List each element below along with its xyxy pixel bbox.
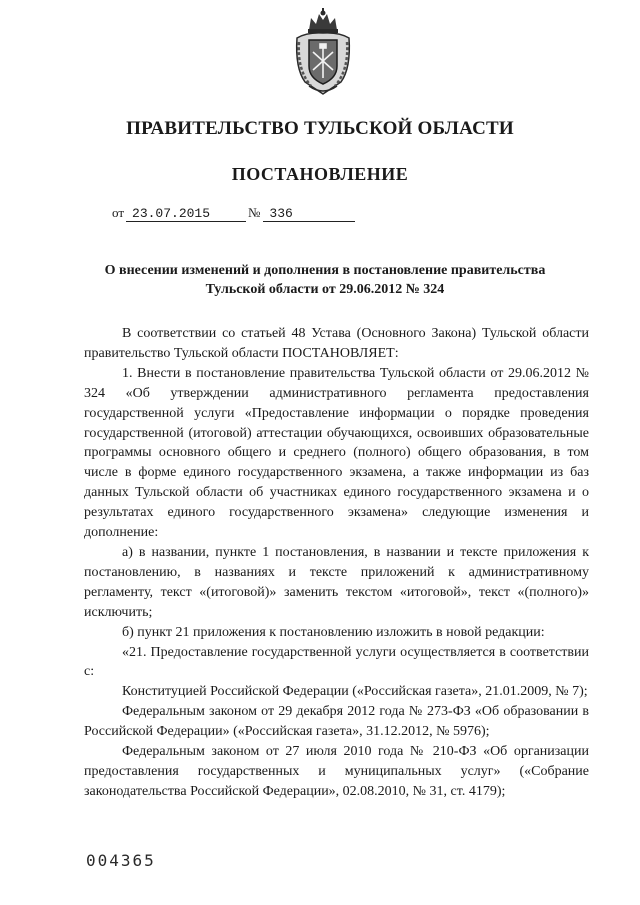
body-paragraph: «21. Предоставление государственной услуги осуществляется в соответствии с: [84,644,589,680]
body-paragraph: 1. Внести в постановление правительства Тульской области от 29.06.2012 № 324 «Об утверждении административного регламента предоставления государственной услуги «Предоставление информации о порядке проведения государственной (итоговой) аттестации обучающихся, освоивших образовательные программы основного общего и среднего (полного) общего образования, в том числе в форме единого государственного экзамена, а также информации из баз данных Тульской области об участниках единого государственного экзамена и о результатах единого государственного экзамена» следующие изменения и дополнение: [84,365,589,541]
document-subject [100,261,550,299]
body-paragraph: а) в названии, пункте 1 постановления, в названии и тексте приложения к постановлению, в названиях и тексте приложений к административному регламенту, текст «(итоговой)» заменить текстом «итоговой», текст «(полного)» исключить; [84,544,589,620]
document-type-heading: ПОСТАНОВЛЕНИЕ [231,164,409,184]
coat-of-arms-icon [291,8,355,96]
government-title: ПРАВИТЕЛЬСТВО ТУЛЬСКОЙ ОБЛАСТИ [126,118,514,139]
body-paragraph: б) пункт 21 приложения к постановлению изложить в новой редакции: [122,624,545,640]
number-label: № [248,205,261,220]
serial-number: 004365 [86,851,156,870]
body-paragraph: В соответствии со статьей 48 Устава (Основного Закона) Тульской области правительство Тульской области ПОСТАНОВЛЯЕТ: [84,326,589,361]
document-number: 336 [263,206,355,222]
date-label: от [112,205,125,220]
body-paragraph: Конституцией Российской Федерации («Российская газета», 21.01.2009, № 7); [122,684,588,700]
document-body [84,324,589,802]
body-paragraph: Федеральным законом от 29 декабря 2012 года № 273-ФЗ «Об образовании в Российской Федерации» («Российская газета», 31.12.2012, № 5976); [84,704,589,740]
document-date: 23.07.2015 [126,206,246,222]
subject-line: О внесении изменений и дополнения в постановление правительства [104,263,546,278]
date-number-line [112,205,355,222]
body-paragraph: Федеральным законом от 27 июля 2010 года № 210-ФЗ «Об организации предоставления государственных и муниципальных услуг» («Собрание законодательства Российской Федерации», 02.08.2010, № 31, ст. 4179); [84,744,589,799]
subject-line: Тульской области от 29.06.2012 № 324 [205,282,445,297]
